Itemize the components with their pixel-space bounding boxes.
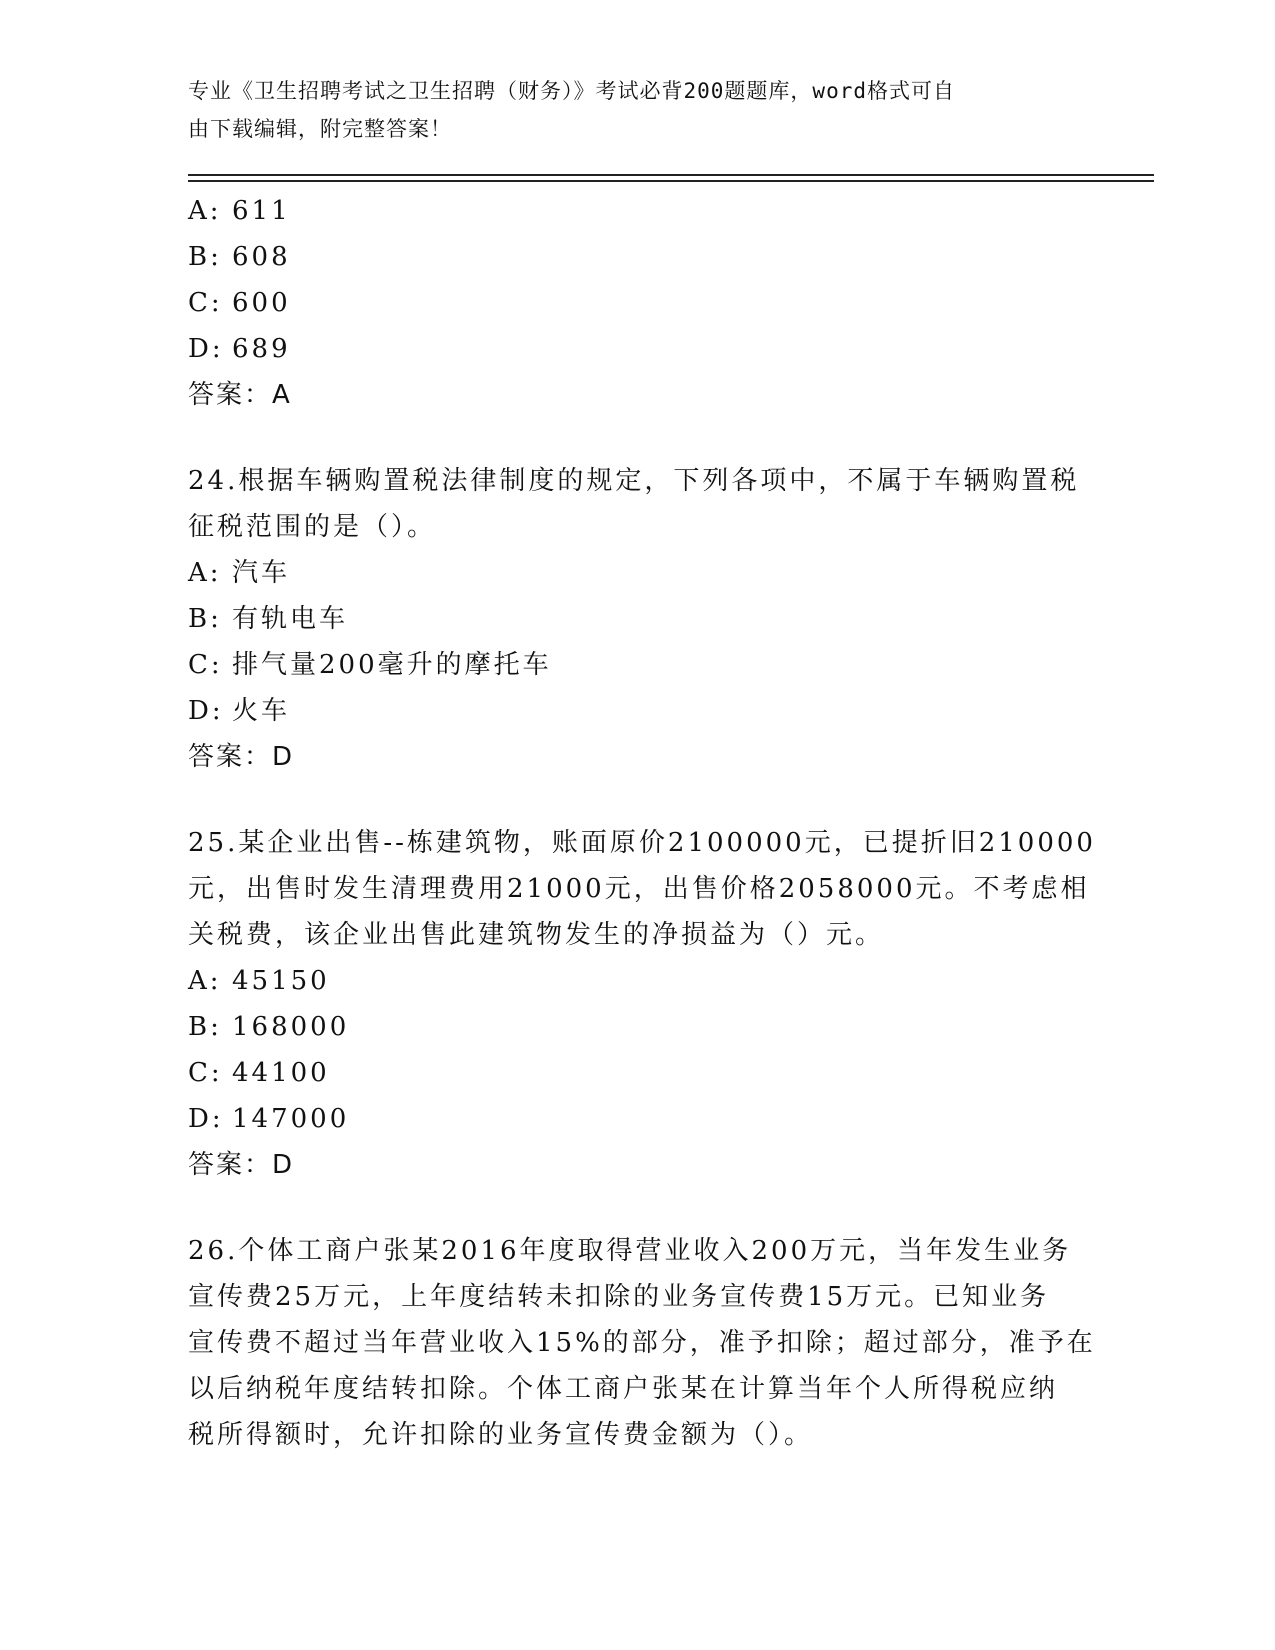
question-25: [188, 820, 1096, 1188]
header-divider-bottom: [188, 180, 1154, 182]
question-content: [188, 188, 1096, 1458]
stem-line: 元，出售时发生清理费用21000元，出售价格2058000元。不考虑相: [188, 874, 1090, 904]
option-d: D: 689: [188, 334, 291, 364]
question-23-continuation: [188, 188, 1088, 418]
stem-line: 征税范围的是（）。: [188, 512, 437, 542]
question-26: [188, 1228, 1096, 1458]
header-line-2: 由下载编辑，附完整答案！: [188, 117, 452, 141]
answer-text: 答案：D: [188, 742, 295, 772]
option-b: B: 608: [188, 242, 291, 272]
option-c: C: 排气量200毫升的摩托车: [188, 650, 552, 680]
option-d: D: 火车: [188, 696, 291, 726]
stem-line: 关税费，该企业出售此建筑物发生的净损益为（）元。: [188, 920, 885, 950]
option-a: A: 611: [188, 196, 291, 226]
stem-line: 26.个体工商户张某2016年度取得营业收入200万元，当年发生业务: [188, 1236, 1072, 1266]
stem-line: 宣传费不超过当年营业收入15%的部分，准予扣除；超过部分，准予在: [188, 1328, 1096, 1358]
option-b: B: 有轨电车: [188, 604, 349, 634]
stem-line: 宣传费25万元，上年度结转未扣除的业务宣传费15万元。已知业务: [188, 1282, 1050, 1312]
header-line-1: 专业《卫生招聘考试之卫生招聘（财务）》考试必背200题题库，word格式可自: [188, 79, 955, 103]
question-stem: [188, 1228, 1096, 1458]
question-stem: [188, 820, 1096, 958]
answer-text: 答案：A: [188, 380, 292, 410]
option-d: D: 147000: [188, 1104, 350, 1134]
document-header: [188, 72, 1068, 148]
question-24: [188, 458, 1088, 780]
stem-line: 24.根据车辆购置税法律制度的规定，下列各项中，不属于车辆购置税: [188, 466, 1080, 496]
option-c: C: 600: [188, 288, 291, 318]
header-divider-top: [188, 174, 1154, 176]
option-c: C: 44100: [188, 1058, 330, 1088]
option-a: A: 汽车: [188, 558, 291, 588]
stem-line: 25.某企业出售--栋建筑物，账面原价2100000元，已提折旧210000: [188, 828, 1096, 858]
question-stem: [188, 458, 1088, 550]
option-a: A: 45150: [188, 966, 330, 996]
answer-text: 答案：D: [188, 1150, 295, 1180]
stem-line: 以后纳税年度结转扣除。个体工商户张某在计算当年个人所得税应纳: [188, 1374, 1059, 1404]
stem-line: 税所得额时，允许扣除的业务宣传费金额为（）。: [188, 1420, 814, 1450]
option-b: B: 168000: [188, 1012, 350, 1042]
